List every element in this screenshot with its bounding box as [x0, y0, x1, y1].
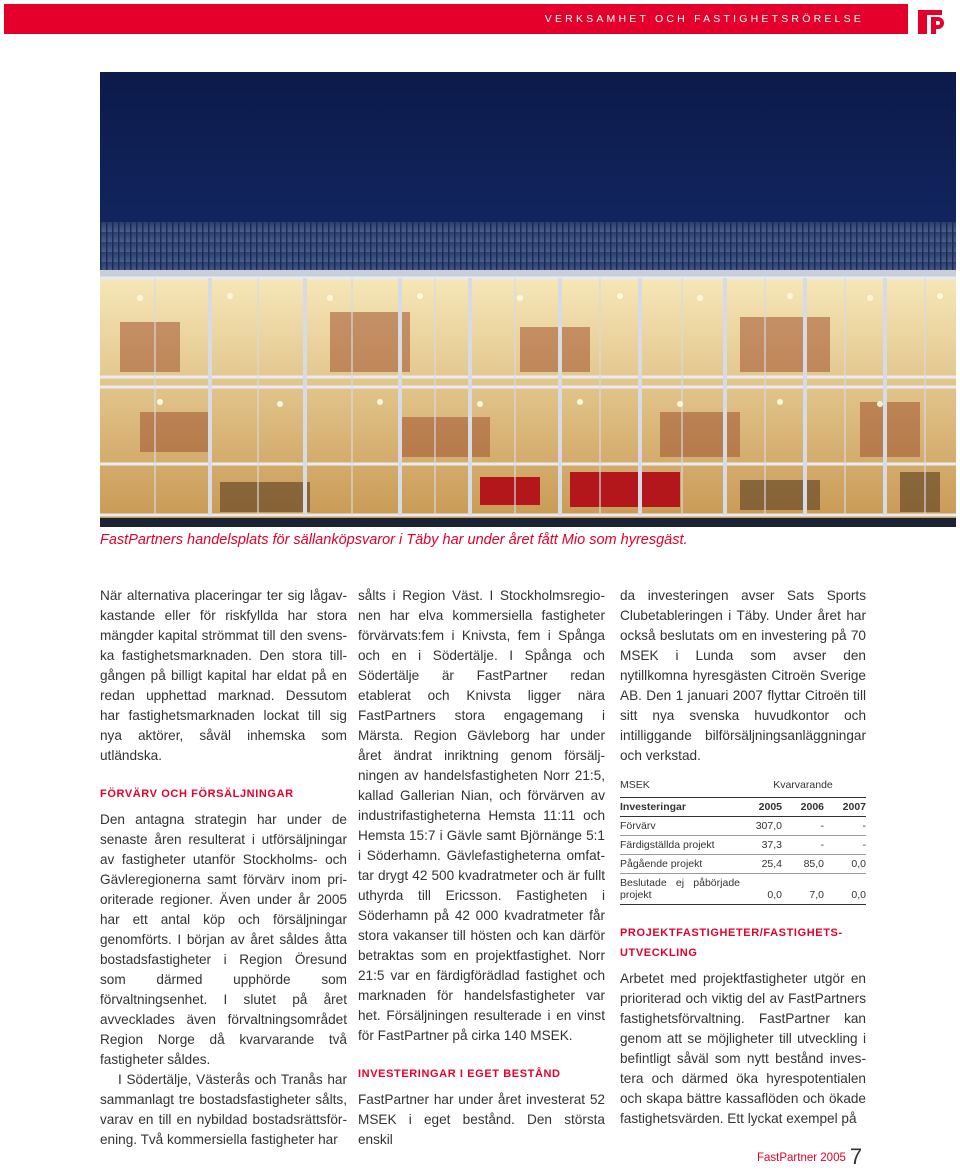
table-row [620, 836, 866, 855]
section-heading: FÖRVÄRV OCH FÖRSÄLJNINGAR [100, 788, 294, 800]
header-bar [4, 4, 908, 34]
table-unit-row [620, 776, 866, 798]
paragraph: sålts i Region Väst. I Stockholmsregionen har elva kommersiella fastigheter förvärvats:fem i Knivsta, fem i Spånga och en i Södertälje. I Spånga och Södertälje är FastPartner redan etablerat och Knivsta ligger nära FastPartners stora engagemang i Märsta. Region Gävleborg har under året ändrat inriktning genom försäljningen av handelsfastigheten Norr 21:5, kallad Gallerian Nian, och förvärven av industrifastigheterna Hemsta 11:11 och Hemsta 15:7 i Gävle samt Björnänge 5:1 i Söderhamn. Gävlefastigheterna omfattar drygt 42 500 kvadratmeter och är fullt uthyrda till Ericsson. Fastigheten i Söderhamn på 42 000 kvadratmeter får stora vakanser till hösten och kan därför betraktas som en projektfastighet. Norr 21:5 var en färdigförädlad fastighet och marknaden för handelsfastigheter var het. Försäljningen resulterade i en vinst för FastPartner på cirka 140 MSEK. [358, 588, 605, 1043]
table-cell: Förvärv [620, 817, 740, 836]
table-cell: 307,0 [740, 817, 782, 836]
photo-caption: FastPartners handelsplats för sällanköpsvaror i Täby har under året fått Mio som hyresgäst. [100, 532, 688, 548]
table-cell: 25,4 [740, 855, 782, 874]
text-column-1 [100, 586, 347, 1150]
table-cell: - [782, 836, 824, 855]
table-header: 2006 [782, 798, 824, 817]
text-column-3 [620, 586, 866, 1129]
table-cell: 37,3 [740, 836, 782, 855]
page-number: 7 [849, 1144, 863, 1169]
table-row [620, 874, 866, 905]
paragraph: När alternativa placeringar ter sig lågavkastande eller för riskfyllda har stora mängder kapital strömmat till den svenska fastighetsmarknaden. Den stora tillgången på billigt kapital har eldat på en redan upphettad marknad. Dessutom har fastighetsmarknaden lockat till sig nya aktörer, såväl inhemska som utländska. [100, 588, 347, 763]
table-cell: 0,0 [824, 874, 866, 905]
section-heading: PROJEKTFASTIGHETER/FASTIGHETSUTVECKLING [620, 927, 843, 959]
paragraph: Arbetet med projektfastigheter utgör en prioriterad och viktig del av FastPartners fastighetsförvaltning. FastPartner kan genom att se möjligheter till utveckling i befintligt såväl som nytt bestånd investera och därmed öka hyrespotentialen och skapa bättre kassaflöden och ökade fastighetsvärden. Ett lyckat exempel på [620, 971, 866, 1126]
fastpartner-logo [918, 8, 946, 36]
paragraph: Den antagna strategin har under de senaste åren resulterat i utförsäljningar av fastigheter utanför Stockholms- och Gävleregionerna samt förvärv inom prioriterade regioner. Även under år 2005 har ett antal köp och försäljningar genomförts. I början av året såldes åtta bostadsfastigheter i Region Öresund som därmed upphörde som förvaltningsenhet. I slutet på året avvecklades även förvaltningsområdet Region Norge då kvarvarande två fastigheter såldes. [100, 812, 347, 1067]
store-building-photo [100, 72, 956, 527]
footer-brand: FastPartner 2005 [757, 1152, 846, 1164]
table-cell: 0,0 [824, 855, 866, 874]
table-row [620, 817, 866, 836]
paragraph: I Södertälje, Västerås och Tranås har sammanlagt tre bostadsfastigheter sålts, varav en till en nybildad bostadsrättsförening. Två kommersiella fastigheter har [100, 1072, 347, 1147]
table-cell: Beslutade ej påbörjade projekt [620, 874, 740, 905]
section-heading: INVESTERINGAR I EGET BESTÅND [358, 1068, 561, 1080]
table-cell: - [824, 836, 866, 855]
table-group-label: Kvarvarande [773, 779, 833, 791]
table-cell: Pågående projekt [620, 855, 740, 874]
table-header: 2007 [824, 798, 866, 817]
section-title: VERKSAMHET OCH FASTIGHETSRÖRELSE [544, 13, 864, 25]
investment-table [620, 776, 866, 905]
table-cell: - [782, 817, 824, 836]
page-footer [757, 1144, 862, 1170]
table-cell: Färdigställda projekt [620, 836, 740, 855]
table-cell: 7,0 [782, 874, 824, 905]
table-row [620, 855, 866, 874]
paragraph: da investeringen avser Sats Sports Clubetableringen i Täby. Under året har också beslutats om en investering på 70 MSEK i Lunda som avser den nytillkomna hyresgästen Citroën Sverige AB. Den 1 januari 2007 flyttar Citroën till sitt nya svenska huvudkontor och intilliggande bilförsäljningsanläggningar och verkstad. [620, 588, 866, 763]
table-cell: 0,0 [740, 874, 782, 905]
table-unit: MSEK [620, 779, 650, 791]
text-column-2 [358, 586, 605, 1150]
paragraph: FastPartner har under året investerat 52 MSEK i eget bestånd. Den största enskil [358, 1092, 605, 1147]
table-header: Investeringar [620, 798, 740, 817]
table-cell: 85,0 [782, 855, 824, 874]
table-cell: - [824, 817, 866, 836]
table-header: 2005 [740, 798, 782, 817]
table-header-row [620, 798, 866, 817]
